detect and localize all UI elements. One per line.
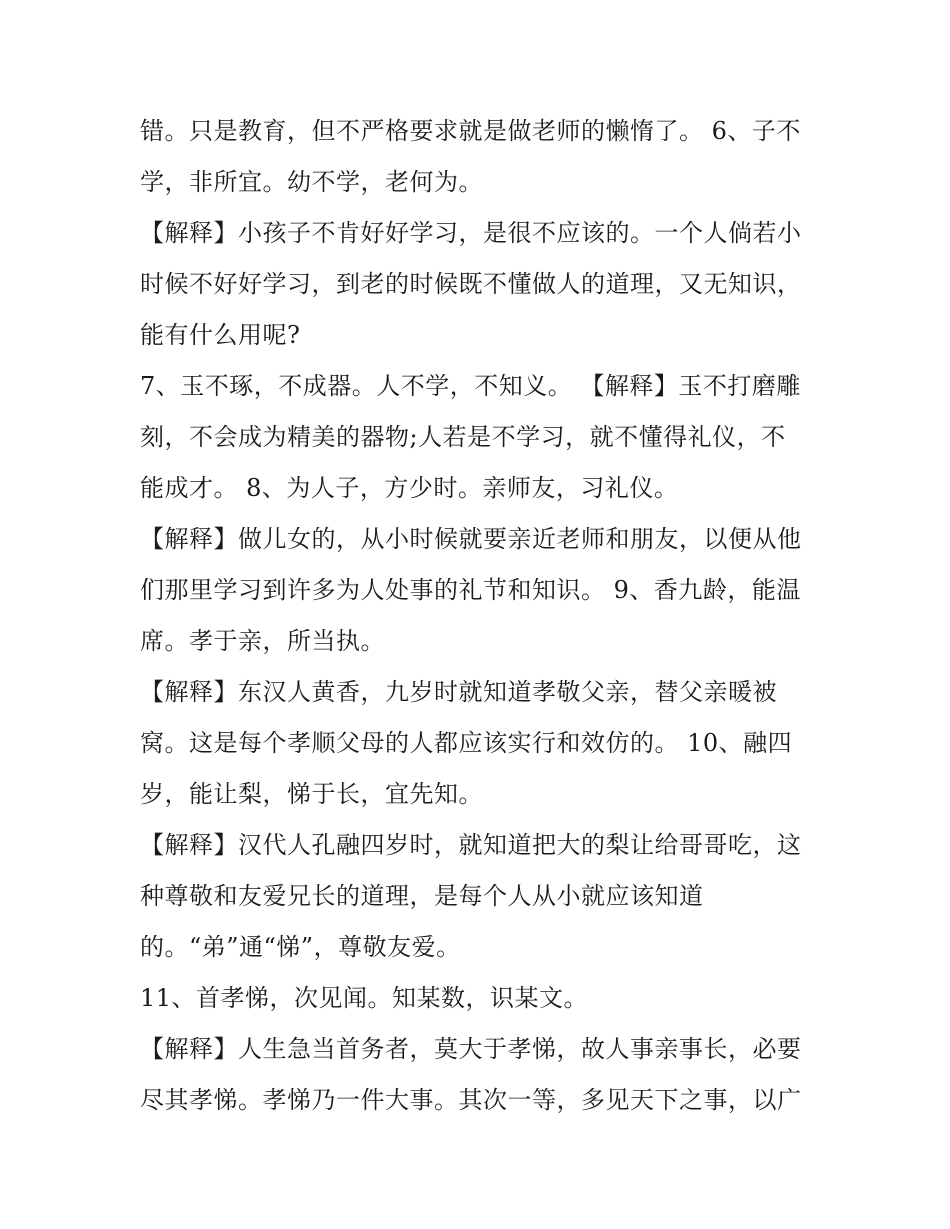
text-line: 尽其孝悌。孝悌乃一件大事。其次一等，多见天下之事，以广 — [140, 1086, 802, 1114]
text-line: 刻，不会成为精美的器物;人若是不学习，就不懂得礼仪，不 — [140, 423, 786, 451]
text-line: 们那里学习到许多为人处事的礼节和知识。 9、香九龄，能温 — [140, 576, 801, 604]
text-line: 的。“弟”通“悌”，尊敬友爱。 — [140, 933, 461, 961]
text-line: 【解释】做儿女的，从小时候就要亲近老师和朋友，以便从他 — [140, 525, 802, 553]
text-line: 学，非所宜。幼不学，老何为。 — [140, 168, 483, 196]
text-line: 岁，能让梨，悌于长，宜先知。 — [140, 780, 483, 808]
text-line: 席。孝于亲，所当执。 — [140, 627, 385, 655]
text-line: 【解释】东汉人黄香，九岁时就知道孝敬父亲，替父亲暖被 — [140, 678, 777, 706]
text-line: 种尊敬和友爱兄长的道理，是每个人从小就应该知道 — [140, 882, 704, 910]
text-line: 7、玉不琢，不成器。人不学，不知义。 【解释】玉不打磨雕 — [140, 372, 801, 400]
text-line: 窝。这是每个孝顺父母的人都应该实行和效仿的。 10、融四 — [140, 729, 793, 757]
document-text-body — [140, 106, 830, 1126]
text-line: 【解释】小孩子不肯好好学习，是很不应该的。一个人倘若小 — [140, 219, 802, 247]
text-line: 【解释】汉代人孔融四岁时，就知道把大的梨让给哥哥吃，这 — [140, 831, 802, 859]
text-line: 能有什么用呢? — [140, 321, 301, 349]
text-line: 能成才。 8、为人子，方少时。亲师友，习礼仪。 — [140, 474, 679, 502]
text-line: 11、首孝悌，次见闻。知某数，识某文。 — [140, 984, 589, 1012]
text-line: 错。只是教育，但不严格要求就是做老师的懒惰了。 6、子不 — [140, 117, 801, 145]
text-line: 【解释】人生急当首务者，莫大于孝悌，故人事亲事长，必要 — [140, 1035, 802, 1063]
text-line: 时候不好好学习，到老的时候既不懂做人的道理，又无知识， — [140, 270, 802, 298]
